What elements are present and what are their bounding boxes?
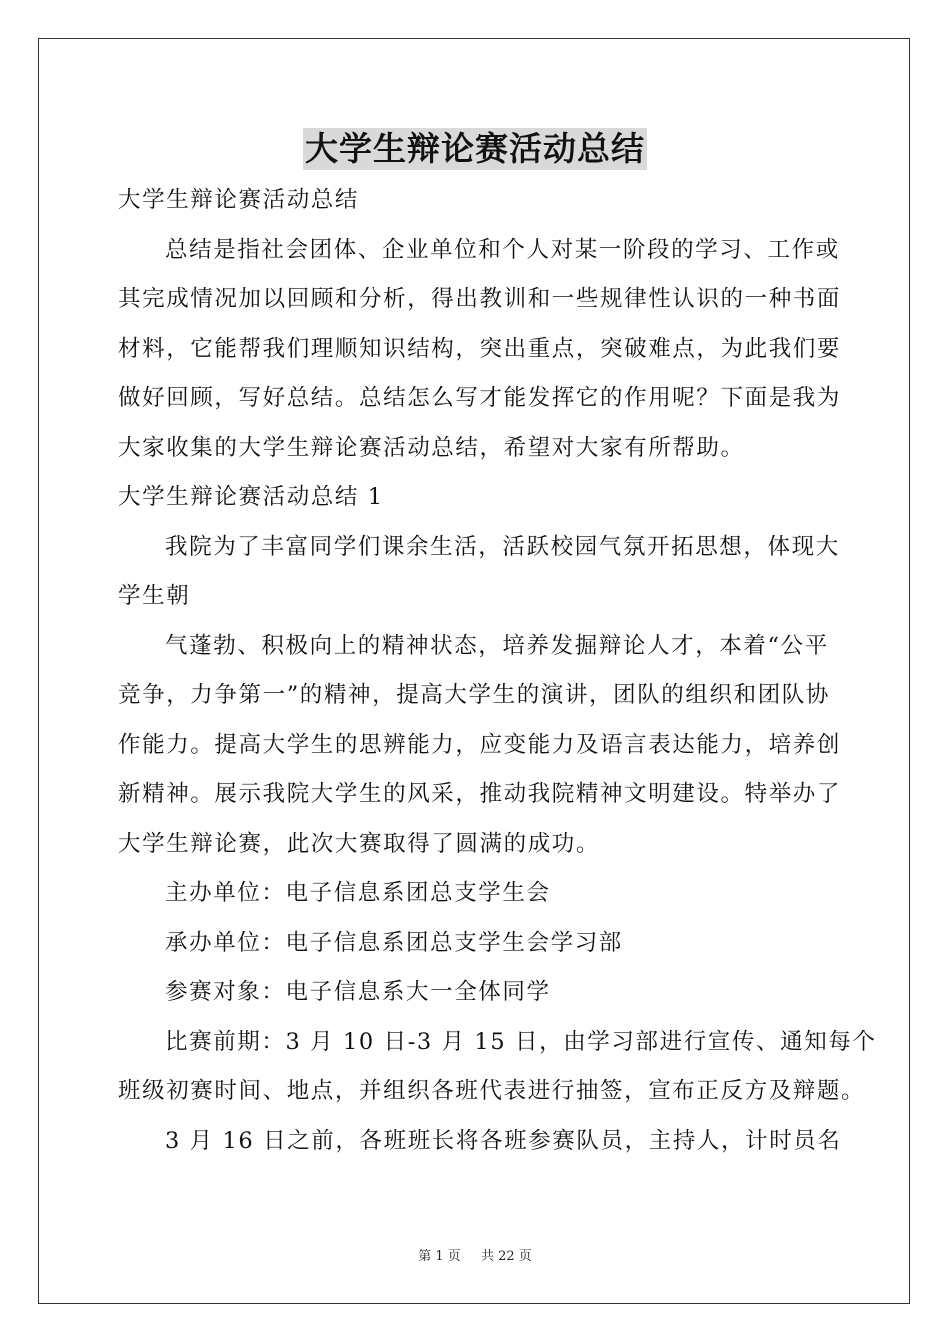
paragraph-line: 大学生辩论赛，此次大赛取得了圆满的成功。	[118, 830, 601, 857]
paragraph-line: 其完成情况加以回顾和分析，得出教训和一些规律性认识的一种书面	[118, 286, 842, 312]
document-title: 大学生辩论赛活动总结	[305, 129, 645, 168]
document-body	[118, 176, 877, 1166]
paragraph-line: 大学生辩论赛活动总结 1	[118, 484, 384, 510]
paragraph-line: 参赛对象：电子信息系大一全体同学	[165, 979, 551, 1005]
paragraph-line: 大学生辩论赛活动总结	[118, 187, 360, 213]
paragraph-line: 承办单位：电子信息系团总支学生会学习部	[165, 929, 623, 956]
paragraph-line: 总结是指社会团体、企业单位和个人对某一阶段的学习、工作或	[165, 236, 840, 263]
paragraph-line: 材料，它能帮我们理顺知识结构，突出重点，突破难点，为此我们要	[118, 335, 842, 362]
paragraph-line: 比赛前期：3 月 10 日-3 月 15 日，由学习部进行宣传、通知每个	[165, 1028, 877, 1055]
paragraph-line: 大家收集的大学生辩论赛活动总结，希望对大家有所帮助。	[118, 434, 745, 461]
title-container	[0, 128, 950, 170]
paragraph-line: 气蓬勃、积极向上的精神状态，培养发掘辩论人才，本着“公平	[165, 632, 829, 659]
page-footer	[0, 1245, 950, 1264]
paragraph-line: 学生朝	[118, 583, 191, 609]
paragraph-line: 作能力。提高大学生的思辨能力，应变能力及语言表达能力，培养创	[118, 731, 842, 758]
page-total: 共 22 页	[480, 1249, 532, 1264]
paragraph-line: 主办单位：电子信息系团总支学生会	[165, 880, 551, 906]
page-number: 第 1 页	[418, 1249, 461, 1264]
paragraph-line: 做好回顾，写好总结。总结怎么写才能发挥它的作用呢？下面是我为	[118, 385, 842, 411]
paragraph-line: 我院为了丰富同学们课余生活，活跃校园气氛开拓思想，体现大	[165, 533, 840, 560]
paragraph-line: 3 月 16 日之前，各班班长将各班参赛队员，主持人，计时员名	[165, 1127, 842, 1154]
paragraph-line: 新精神。展示我院大学生的风采，推动我院精神文明建设。特举办了	[118, 781, 842, 807]
paragraph-line: 班级初赛时间、地点，并组织各班代表进行抽签，宣布正反方及辩题。	[118, 1078, 866, 1104]
paragraph-line: 竞争，力争第一”的精神，提高大学生的演讲，团队的组织和团队协	[118, 682, 831, 708]
